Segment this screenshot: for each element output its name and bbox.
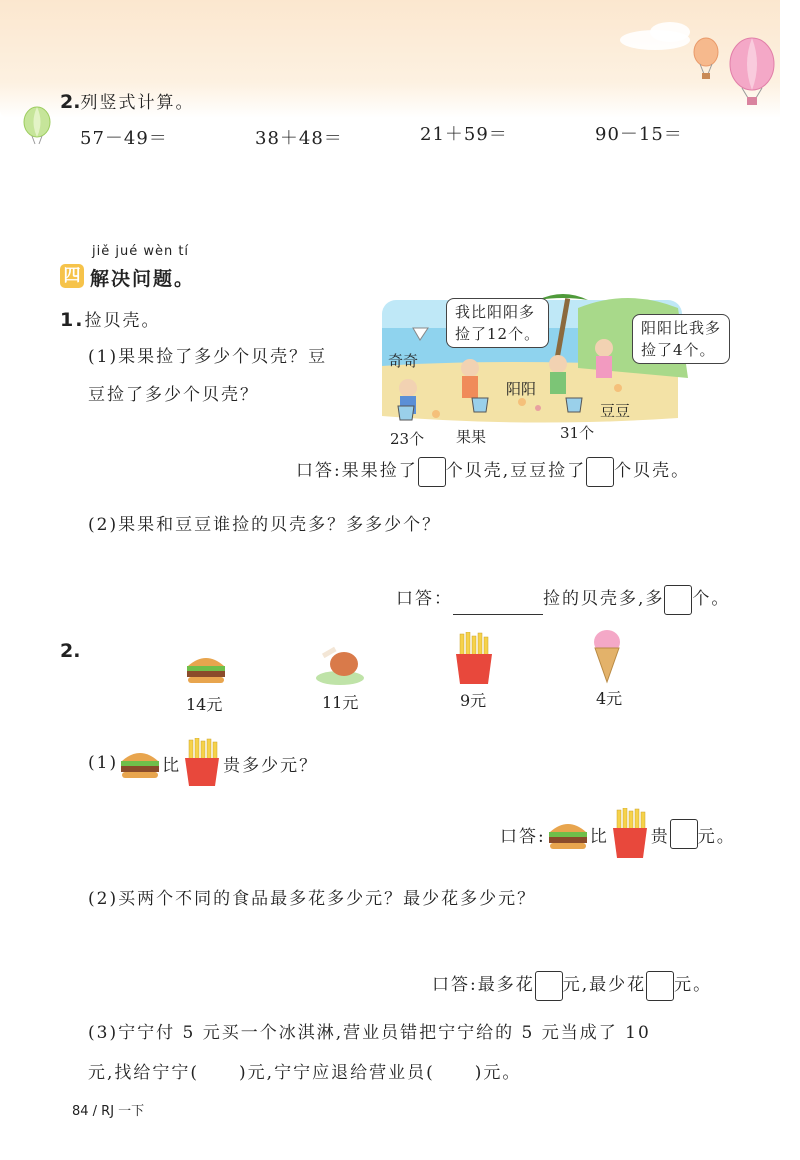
bubble-text: 捡了12个。	[455, 325, 541, 343]
answer-box-price-difference[interactable]	[670, 819, 698, 849]
price-fries: 9元	[460, 691, 487, 710]
p2-question-2: (2)买两个不同的食品最多花多少元？最少花多少元？	[88, 889, 537, 909]
label-guoguo: 果果	[456, 428, 487, 446]
speech-bubble-doudou	[632, 314, 730, 364]
answer-text: 个贝壳,豆豆捡了	[445, 461, 587, 481]
answer-text: 口答：	[396, 589, 453, 609]
question-text: 贵多少元？	[223, 755, 319, 776]
page-footer: 84 / RJ 一下	[72, 1104, 145, 1119]
answer-text: 比	[589, 826, 609, 847]
french-fries-icon	[609, 808, 651, 860]
problem-title: 捡贝壳。	[84, 311, 161, 331]
calc-item-1: 57－49＝	[80, 128, 168, 149]
p1-answer-1	[296, 456, 690, 487]
p1-question-1-line2: 豆捡了多少个贝壳？	[88, 385, 259, 405]
bubble-text: 捡了4个。	[641, 341, 716, 359]
question-title: 列竖式计算。	[80, 93, 195, 113]
answer-blank-who[interactable]	[453, 596, 543, 615]
hamburger-icon	[546, 818, 590, 850]
p1-question-2: (2)果果和豆豆谁捡的贝壳多？多多少个？	[88, 515, 442, 535]
speech-bubble-guoguo	[446, 298, 549, 348]
label-count-23: 23个	[390, 430, 425, 448]
question-text: 元,找给宁宁(	[88, 1063, 200, 1083]
p1-question-1-line1: (1)果果捡了多少个贝壳？豆	[88, 347, 328, 367]
answer-box-max[interactable]	[535, 971, 563, 1001]
calc-item-2: 38＋48＝	[255, 128, 343, 149]
question-number: 2.	[60, 91, 81, 113]
price-hamburger: 14元	[186, 695, 223, 714]
p1-answer-2	[396, 584, 730, 615]
beach-illustration	[378, 288, 746, 446]
balloon-decoration	[690, 36, 785, 106]
calc-item-4: 90－15＝	[595, 124, 683, 145]
answer-text: 个。	[692, 589, 731, 609]
answer-text: 元,最少花	[562, 975, 647, 995]
answer-text: 贵	[650, 826, 670, 847]
french-fries-icon	[181, 738, 223, 788]
question-text: (1)	[88, 753, 119, 773]
answer-text: 口答:最多花	[432, 975, 535, 995]
answer-box-min[interactable]	[646, 971, 674, 1001]
problem-number: 1.	[60, 309, 85, 331]
q2-heading	[60, 88, 194, 113]
problem-1-heading	[60, 306, 160, 331]
answer-text: 元。	[697, 826, 736, 847]
label-yangyang: 阳阳	[506, 380, 537, 398]
section-badge: 四	[60, 264, 84, 288]
answer-text: 口答:果果捡了	[296, 461, 418, 481]
section-pinyin: jiě jué wèn tí	[92, 244, 190, 259]
answer-box-doudou[interactable]	[586, 457, 614, 487]
problem-2-number: 2.	[60, 640, 81, 662]
hamburger-icon	[118, 747, 162, 779]
french-fries-icon	[452, 632, 496, 686]
calc-item-3: 21＋59＝	[420, 124, 508, 145]
price-chicken: 11元	[322, 693, 359, 712]
answer-text: 个贝壳。	[614, 461, 691, 481]
p2-question-3-line1: (3)宁宁付 5 元买一个冰淇淋,营业员错把宁宁给的 5 元当成了 10	[88, 1023, 651, 1043]
p2-answer-1	[500, 808, 736, 860]
label-qiqi: 奇奇	[388, 352, 419, 370]
answer-box-difference[interactable]	[664, 585, 692, 615]
hamburger-icon	[184, 652, 228, 686]
cloud-decoration	[650, 22, 690, 42]
question-text: )元。	[474, 1063, 522, 1083]
chicken-leg-icon	[312, 640, 370, 688]
ice-cream-icon	[590, 628, 624, 684]
p2-question-1	[88, 738, 318, 788]
question-text: )元,宁宁应退给营业员(	[239, 1063, 435, 1083]
p2-answer-2	[432, 970, 712, 1001]
price-icecream: 4元	[596, 689, 623, 708]
question-text: 比	[162, 755, 182, 776]
balloon-decoration	[20, 106, 54, 146]
answer-box-guoguo[interactable]	[418, 457, 446, 487]
answer-text: 捡的贝壳多,多	[543, 589, 665, 609]
label-count-31: 31个	[560, 424, 595, 442]
p2-question-3-line2	[88, 1058, 521, 1083]
answer-text: 元。	[674, 975, 713, 995]
section-title: 解决问题。	[90, 268, 196, 290]
label-doudou: 豆豆	[600, 402, 631, 420]
answer-text: 口答:	[500, 826, 546, 847]
bubble-text: 我比阳阳多	[455, 303, 536, 321]
bubble-text: 阳阳比我多	[641, 319, 722, 337]
